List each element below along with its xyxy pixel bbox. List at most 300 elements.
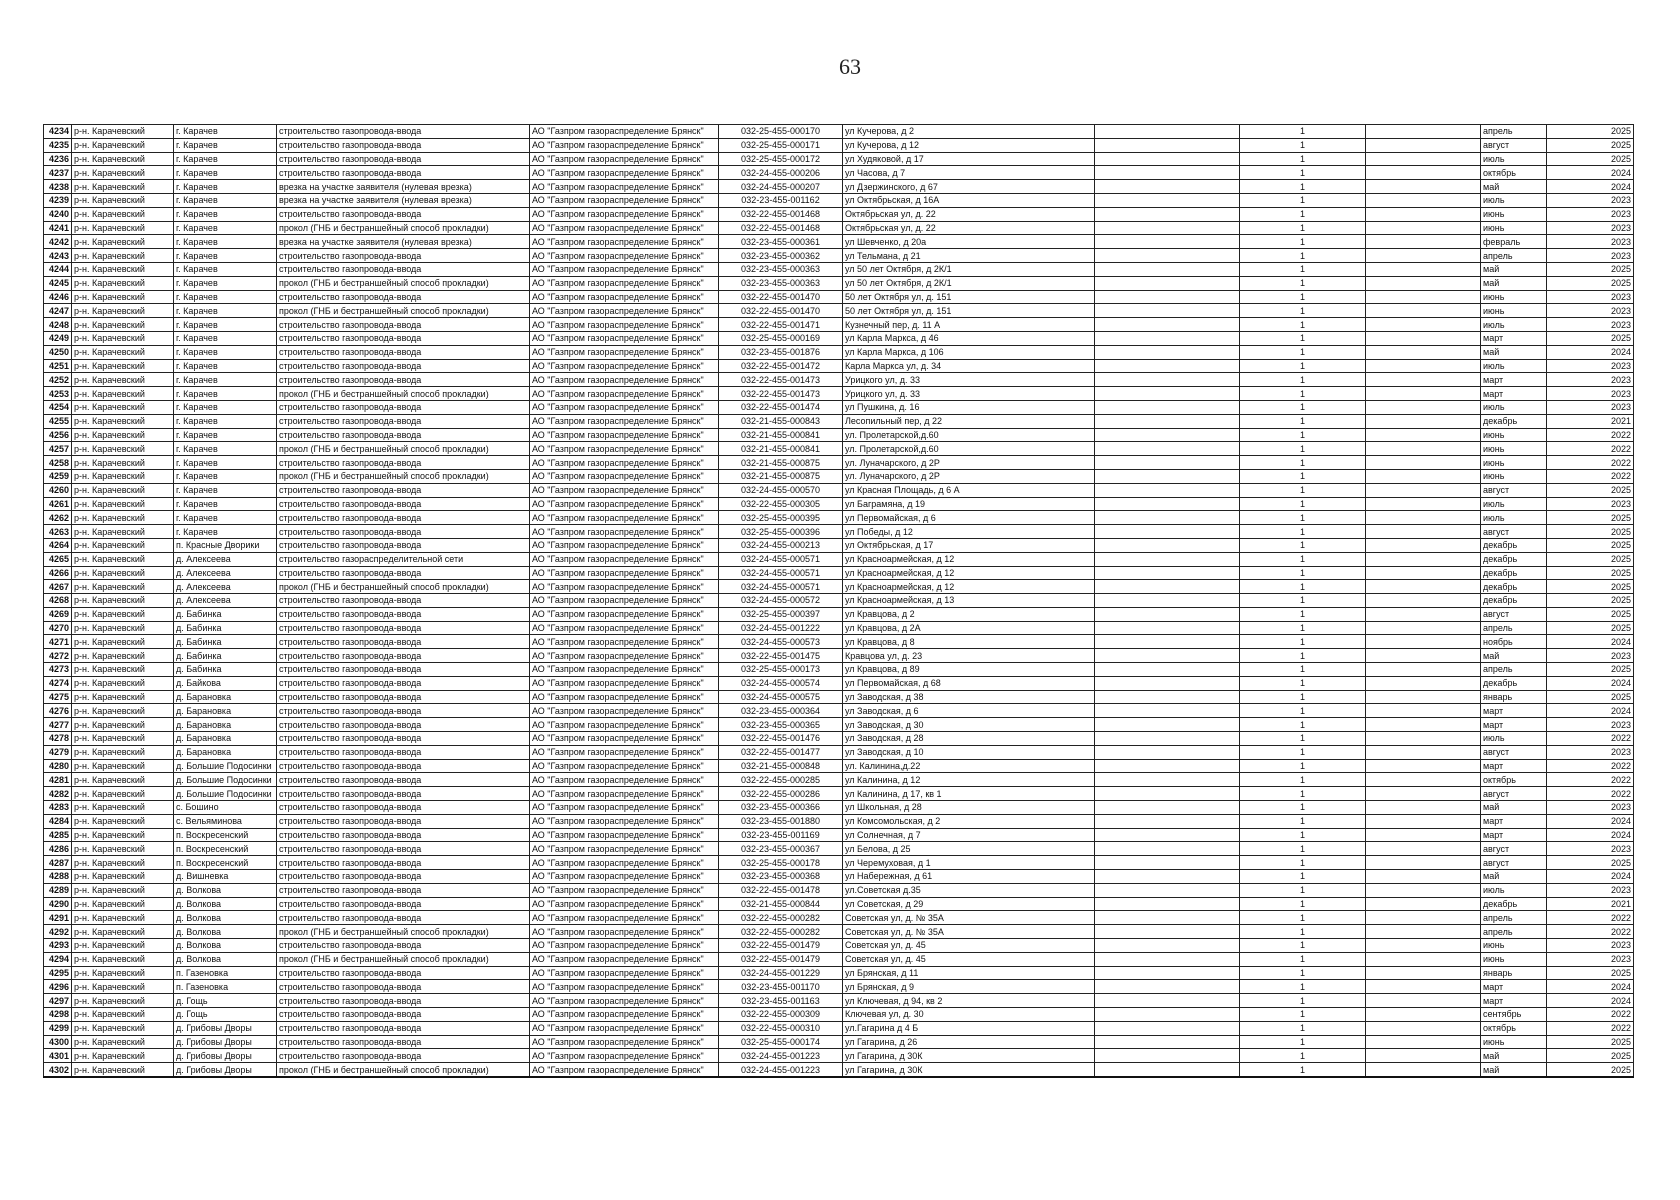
organization-cell: АО "Газпром газораспределение Брянск" (530, 842, 719, 856)
locality-cell: д. Байкова (174, 676, 277, 690)
month-cell: март (1481, 814, 1547, 828)
quantity-cell: 1 (1240, 483, 1366, 497)
region-cell: р-н. Карачевский (72, 497, 174, 511)
locality-cell: д. Алексеева (174, 552, 277, 566)
address-cell: ул Шевченко, д 20а (843, 235, 1095, 249)
table-row (44, 483, 1634, 497)
region-cell: р-н. Карачевский (72, 676, 174, 690)
organization-cell: АО "Газпром газораспределение Брянск" (530, 125, 719, 139)
code-cell: 032-22-455-001471 (719, 318, 843, 332)
address-cell: ул Карла Маркса, д 106 (843, 345, 1095, 359)
table-row (44, 1008, 1634, 1022)
region-cell: р-н. Карачевский (72, 525, 174, 539)
month-cell: май (1481, 276, 1547, 290)
region-cell: р-н. Карачевский (72, 180, 174, 194)
quantity-cell: 1 (1240, 400, 1366, 414)
locality-cell: п. Воскресенский (174, 856, 277, 870)
organization-cell: АО "Газпром газораспределение Брянск" (530, 732, 719, 746)
year-cell: 2022 (1547, 469, 1634, 483)
table-row (44, 442, 1634, 456)
locality-cell: д. Барановка (174, 718, 277, 732)
blank-cell (1366, 483, 1481, 497)
row-number: 4273 (44, 663, 72, 677)
code-cell: 032-22-455-001478 (719, 883, 843, 897)
year-cell: 2025 (1547, 276, 1634, 290)
year-cell: 2022 (1547, 925, 1634, 939)
year-cell: 2023 (1547, 387, 1634, 401)
quantity-cell: 1 (1240, 345, 1366, 359)
organization-cell: АО "Газпром газораспределение Брянск" (530, 1063, 719, 1077)
row-number: 4290 (44, 897, 72, 911)
table-row (44, 580, 1634, 594)
month-cell: март (1481, 980, 1547, 994)
locality-cell: г. Карачев (174, 318, 277, 332)
organization-cell: АО "Газпром газораспределение Брянск" (530, 897, 719, 911)
locality-cell: д. Грибовы Дворы (174, 1049, 277, 1063)
blank-cell (1366, 193, 1481, 207)
locality-cell: д. Волкова (174, 952, 277, 966)
row-number: 4268 (44, 594, 72, 608)
code-cell: 032-24-455-000570 (719, 483, 843, 497)
work-type-cell: строительство газопровода-ввода (277, 538, 530, 552)
region-cell: р-н. Карачевский (72, 1049, 174, 1063)
region-cell: р-н. Карачевский (72, 469, 174, 483)
work-type-cell: прокол (ГНБ и бестраншейный способ прокладки) (277, 276, 530, 290)
code-cell: 032-21-455-000844 (719, 897, 843, 911)
locality-cell: г. Карачев (174, 400, 277, 414)
work-type-cell: строительство газопровода-ввода (277, 1021, 530, 1035)
locality-cell: д. Волкова (174, 883, 277, 897)
blank-cell (1095, 345, 1240, 359)
blank-cell (1366, 566, 1481, 580)
work-type-cell: строительство газопровода-ввода (277, 966, 530, 980)
blank-cell (1366, 456, 1481, 470)
blank-cell (1366, 718, 1481, 732)
address-cell: ул Кравцова, д 2 (843, 607, 1095, 621)
month-cell: август (1481, 856, 1547, 870)
blank-cell (1095, 373, 1240, 387)
row-number: 4262 (44, 511, 72, 525)
blank-cell (1095, 870, 1240, 884)
blank-cell (1366, 594, 1481, 608)
month-cell: декабрь (1481, 566, 1547, 580)
table-row (44, 911, 1634, 925)
table-row (44, 1035, 1634, 1049)
table-row (44, 787, 1634, 801)
work-type-cell: строительство газопровода-ввода (277, 359, 530, 373)
table-row (44, 456, 1634, 470)
address-cell: ул Брянская, д 11 (843, 966, 1095, 980)
blank-cell (1095, 787, 1240, 801)
row-number: 4270 (44, 621, 72, 635)
region-cell: р-н. Карачевский (72, 718, 174, 732)
blank-cell (1366, 414, 1481, 428)
region-cell: р-н. Карачевский (72, 870, 174, 884)
region-cell: р-н. Карачевский (72, 138, 174, 152)
work-type-cell: строительство газопровода-ввода (277, 704, 530, 718)
work-type-cell: строительство газопровода-ввода (277, 745, 530, 759)
locality-cell: г. Карачев (174, 235, 277, 249)
table-row (44, 594, 1634, 608)
locality-cell: г. Карачев (174, 345, 277, 359)
blank-cell (1366, 828, 1481, 842)
quantity-cell: 1 (1240, 1063, 1366, 1077)
quantity-cell: 1 (1240, 262, 1366, 276)
quantity-cell: 1 (1240, 552, 1366, 566)
address-cell: 50 лет Октября ул, д. 151 (843, 304, 1095, 318)
month-cell: июнь (1481, 304, 1547, 318)
locality-cell: с. Вельяминова (174, 814, 277, 828)
year-cell: 2023 (1547, 497, 1634, 511)
blank-cell (1095, 125, 1240, 139)
locality-cell: д. Барановка (174, 704, 277, 718)
code-cell: 032-22-455-001479 (719, 939, 843, 953)
code-cell: 032-21-455-000875 (719, 469, 843, 483)
region-cell: р-н. Карачевский (72, 745, 174, 759)
blank-cell (1095, 939, 1240, 953)
row-number: 4237 (44, 166, 72, 180)
month-cell: июнь (1481, 952, 1547, 966)
organization-cell: АО "Газпром газораспределение Брянск" (530, 497, 719, 511)
year-cell: 2025 (1547, 538, 1634, 552)
blank-cell (1095, 773, 1240, 787)
table-body (44, 125, 1634, 1077)
work-type-cell: строительство газопровода-ввода (277, 718, 530, 732)
table-row (44, 511, 1634, 525)
region-cell: р-н. Карачевский (72, 607, 174, 621)
organization-cell: АО "Газпром газораспределение Брянск" (530, 580, 719, 594)
organization-cell: АО "Газпром газораспределение Брянск" (530, 483, 719, 497)
address-cell: ул Октябрьская, д 17 (843, 538, 1095, 552)
blank-cell (1095, 304, 1240, 318)
blank-cell (1095, 249, 1240, 263)
work-type-cell: строительство газопровода-ввода (277, 649, 530, 663)
region-cell: р-н. Карачевский (72, 483, 174, 497)
code-cell: 032-23-455-000363 (719, 262, 843, 276)
blank-cell (1095, 400, 1240, 414)
work-type-cell: строительство газопровода-ввода (277, 842, 530, 856)
organization-cell: АО "Газпром газораспределение Брянск" (530, 676, 719, 690)
blank-cell (1095, 456, 1240, 470)
organization-cell: АО "Газпром газораспределение Брянск" (530, 428, 719, 442)
work-type-cell: строительство газопровода-ввода (277, 249, 530, 263)
region-cell: р-н. Карачевский (72, 345, 174, 359)
row-number: 4289 (44, 883, 72, 897)
row-number: 4259 (44, 469, 72, 483)
region-cell: р-н. Карачевский (72, 456, 174, 470)
table-row (44, 883, 1634, 897)
table-row (44, 939, 1634, 953)
quantity-cell: 1 (1240, 359, 1366, 373)
blank-cell (1366, 745, 1481, 759)
locality-cell: г. Карачев (174, 359, 277, 373)
region-cell: р-н. Карачевский (72, 966, 174, 980)
organization-cell: АО "Газпром газораспределение Брянск" (530, 814, 719, 828)
code-cell: 032-25-455-000172 (719, 152, 843, 166)
work-type-cell: прокол (ГНБ и бестраншейный способ прокладки) (277, 952, 530, 966)
month-cell: июнь (1481, 207, 1547, 221)
blank-cell (1366, 152, 1481, 166)
month-cell: май (1481, 345, 1547, 359)
organization-cell: АО "Газпром газораспределение Брянск" (530, 345, 719, 359)
table-row (44, 180, 1634, 194)
row-number: 4245 (44, 276, 72, 290)
code-cell: 032-23-455-001170 (719, 980, 843, 994)
address-cell: Урицкого ул, д. 33 (843, 387, 1095, 401)
year-cell: 2021 (1547, 897, 1634, 911)
row-number: 4291 (44, 911, 72, 925)
blank-cell (1095, 359, 1240, 373)
blank-cell (1095, 442, 1240, 456)
row-number: 4235 (44, 138, 72, 152)
code-cell: 032-25-455-000171 (719, 138, 843, 152)
code-cell: 032-22-455-001470 (719, 304, 843, 318)
blank-cell (1366, 1063, 1481, 1077)
work-type-cell: строительство газопровода-ввода (277, 566, 530, 580)
month-cell: август (1481, 525, 1547, 539)
year-cell: 2024 (1547, 345, 1634, 359)
locality-cell: д. Грибовы Дворы (174, 1063, 277, 1077)
locality-cell: г. Карачев (174, 207, 277, 221)
blank-cell (1095, 607, 1240, 621)
blank-cell (1095, 566, 1240, 580)
blank-cell (1366, 290, 1481, 304)
row-number: 4249 (44, 331, 72, 345)
region-cell: р-н. Карачевский (72, 1021, 174, 1035)
blank-cell (1366, 138, 1481, 152)
quantity-cell: 1 (1240, 469, 1366, 483)
organization-cell: АО "Газпром газораспределение Брянск" (530, 318, 719, 332)
address-cell: ул Брянская, д 9 (843, 980, 1095, 994)
address-cell: ул. Пролетарской,д.60 (843, 442, 1095, 456)
month-cell: июнь (1481, 1035, 1547, 1049)
region-cell: р-н. Карачевский (72, 442, 174, 456)
quantity-cell: 1 (1240, 787, 1366, 801)
work-type-cell: строительство газопровода-ввода (277, 318, 530, 332)
locality-cell: г. Карачев (174, 180, 277, 194)
blank-cell (1366, 966, 1481, 980)
code-cell: 032-24-455-001229 (719, 966, 843, 980)
code-cell: 032-25-455-000169 (719, 331, 843, 345)
code-cell: 032-25-455-000173 (719, 663, 843, 677)
quantity-cell: 1 (1240, 304, 1366, 318)
organization-cell: АО "Газпром газораспределение Брянск" (530, 207, 719, 221)
region-cell: р-н. Карачевский (72, 428, 174, 442)
blank-cell (1095, 801, 1240, 815)
region-cell: р-н. Карачевский (72, 732, 174, 746)
region-cell: р-н. Карачевский (72, 856, 174, 870)
locality-cell: д. Алексеева (174, 580, 277, 594)
blank-cell (1095, 262, 1240, 276)
table-row (44, 276, 1634, 290)
blank-cell (1366, 856, 1481, 870)
address-cell: ул Красноармейская, д 12 (843, 580, 1095, 594)
year-cell: 2023 (1547, 649, 1634, 663)
address-cell: ул Калинина, д 17, кв 1 (843, 787, 1095, 801)
region-cell: р-н. Карачевский (72, 621, 174, 635)
row-number: 4279 (44, 745, 72, 759)
blank-cell (1366, 538, 1481, 552)
code-cell: 032-22-455-001473 (719, 387, 843, 401)
code-cell: 032-22-455-001470 (719, 290, 843, 304)
address-cell: ул Первомайская, д 68 (843, 676, 1095, 690)
table-row (44, 663, 1634, 677)
quantity-cell: 1 (1240, 318, 1366, 332)
year-cell: 2025 (1547, 483, 1634, 497)
work-type-cell: строительство газопровода-ввода (277, 152, 530, 166)
locality-cell: г. Карачев (174, 414, 277, 428)
row-number: 4295 (44, 966, 72, 980)
locality-cell: г. Карачев (174, 442, 277, 456)
region-cell: р-н. Карачевский (72, 276, 174, 290)
address-cell: ул Часова, д 7 (843, 166, 1095, 180)
locality-cell: д. Волкова (174, 911, 277, 925)
work-type-cell: строительство газопровода-ввода (277, 1049, 530, 1063)
blank-cell (1095, 690, 1240, 704)
quantity-cell: 1 (1240, 387, 1366, 401)
blank-cell (1366, 773, 1481, 787)
region-cell: р-н. Карачевский (72, 331, 174, 345)
table-row (44, 814, 1634, 828)
address-cell: Карла Маркса ул, д. 34 (843, 359, 1095, 373)
year-cell: 2024 (1547, 828, 1634, 842)
year-cell: 2025 (1547, 138, 1634, 152)
region-cell: р-н. Карачевский (72, 925, 174, 939)
year-cell: 2025 (1547, 566, 1634, 580)
blank-cell (1095, 428, 1240, 442)
year-cell: 2025 (1547, 152, 1634, 166)
code-cell: 032-22-455-000282 (719, 911, 843, 925)
quantity-cell: 1 (1240, 525, 1366, 539)
blank-cell (1366, 345, 1481, 359)
organization-cell: АО "Газпром газораспределение Брянск" (530, 870, 719, 884)
blank-cell (1095, 318, 1240, 332)
code-cell: 032-23-455-000367 (719, 842, 843, 856)
blank-cell (1095, 552, 1240, 566)
quantity-cell: 1 (1240, 842, 1366, 856)
table-row (44, 387, 1634, 401)
year-cell: 2024 (1547, 704, 1634, 718)
work-type-cell: строительство газопровода-ввода (277, 773, 530, 787)
quantity-cell: 1 (1240, 166, 1366, 180)
work-type-cell: строительство газопровода-ввода (277, 814, 530, 828)
address-cell: Октябрьская ул, д. 22 (843, 207, 1095, 221)
quantity-cell: 1 (1240, 538, 1366, 552)
blank-cell (1366, 621, 1481, 635)
month-cell: март (1481, 994, 1547, 1008)
code-cell: 032-22-455-001477 (719, 745, 843, 759)
year-cell: 2023 (1547, 842, 1634, 856)
quantity-cell: 1 (1240, 594, 1366, 608)
address-cell: ул Черемуховая, д 1 (843, 856, 1095, 870)
address-cell: ул.Гагарина д 4 Б (843, 1021, 1095, 1035)
locality-cell: д. Бабинка (174, 649, 277, 663)
blank-cell (1366, 166, 1481, 180)
month-cell: август (1481, 138, 1547, 152)
organization-cell: АО "Газпром газораспределение Брянск" (530, 152, 719, 166)
quantity-cell: 1 (1240, 566, 1366, 580)
locality-cell: д. Большие Подосинки (174, 773, 277, 787)
address-cell: ул Пушкина, д. 16 (843, 400, 1095, 414)
organization-cell: АО "Газпром газораспределение Брянск" (530, 966, 719, 980)
code-cell: 032-23-455-001169 (719, 828, 843, 842)
address-cell: ул. Луначарского, д 2Р (843, 469, 1095, 483)
work-type-cell: прокол (ГНБ и бестраншейный способ прокладки) (277, 221, 530, 235)
year-cell: 2023 (1547, 304, 1634, 318)
row-number: 4258 (44, 456, 72, 470)
quantity-cell: 1 (1240, 690, 1366, 704)
code-cell: 032-24-455-000572 (719, 594, 843, 608)
quantity-cell: 1 (1240, 663, 1366, 677)
region-cell: р-н. Карачевский (72, 787, 174, 801)
row-number: 4283 (44, 801, 72, 815)
organization-cell: АО "Газпром газораспределение Брянск" (530, 262, 719, 276)
organization-cell: АО "Газпром газораспределение Брянск" (530, 538, 719, 552)
quantity-cell: 1 (1240, 980, 1366, 994)
blank-cell (1366, 469, 1481, 483)
organization-cell: АО "Газпром газораспределение Брянск" (530, 290, 719, 304)
organization-cell: АО "Газпром газораспределение Брянск" (530, 594, 719, 608)
table-row (44, 414, 1634, 428)
organization-cell: АО "Газпром газораспределение Брянск" (530, 607, 719, 621)
code-cell: 032-22-455-001473 (719, 373, 843, 387)
region-cell: р-н. Карачевский (72, 262, 174, 276)
row-number: 4292 (44, 925, 72, 939)
locality-cell: д. Бабинка (174, 663, 277, 677)
year-cell: 2025 (1547, 1035, 1634, 1049)
quantity-cell: 1 (1240, 925, 1366, 939)
blank-cell (1366, 607, 1481, 621)
row-number: 4250 (44, 345, 72, 359)
organization-cell: АО "Газпром газораспределение Брянск" (530, 939, 719, 953)
address-cell: ул. Пролетарской,д.60 (843, 428, 1095, 442)
locality-cell: п. Воскресенский (174, 842, 277, 856)
address-cell: ул Набережная, д 61 (843, 870, 1095, 884)
address-cell: ул. Калинина,д.22 (843, 759, 1095, 773)
month-cell: июль (1481, 193, 1547, 207)
locality-cell: г. Карачев (174, 276, 277, 290)
blank-cell (1095, 483, 1240, 497)
table-row (44, 732, 1634, 746)
table-row (44, 262, 1634, 276)
region-cell: р-н. Карачевский (72, 235, 174, 249)
table-row (44, 304, 1634, 318)
row-number: 4281 (44, 773, 72, 787)
row-number: 4274 (44, 676, 72, 690)
work-type-cell: строительство газопровода-ввода (277, 607, 530, 621)
quantity-cell: 1 (1240, 814, 1366, 828)
work-type-cell: врезка на участке заявителя (нулевая врезка) (277, 235, 530, 249)
table-row (44, 318, 1634, 332)
table-row (44, 345, 1634, 359)
address-cell: Советская ул, д. 45 (843, 939, 1095, 953)
blank-cell (1095, 207, 1240, 221)
organization-cell: АО "Газпром газораспределение Брянск" (530, 704, 719, 718)
code-cell: 032-23-455-000366 (719, 801, 843, 815)
blank-cell (1095, 276, 1240, 290)
year-cell: 2024 (1547, 635, 1634, 649)
address-cell: ул Школьная, д 28 (843, 801, 1095, 815)
table-row (44, 125, 1634, 139)
code-cell: 032-25-455-000170 (719, 125, 843, 139)
quantity-cell: 1 (1240, 856, 1366, 870)
blank-cell (1366, 911, 1481, 925)
blank-cell (1095, 897, 1240, 911)
region-cell: р-н. Карачевский (72, 773, 174, 787)
blank-cell (1095, 952, 1240, 966)
row-number: 4272 (44, 649, 72, 663)
row-number: 4248 (44, 318, 72, 332)
